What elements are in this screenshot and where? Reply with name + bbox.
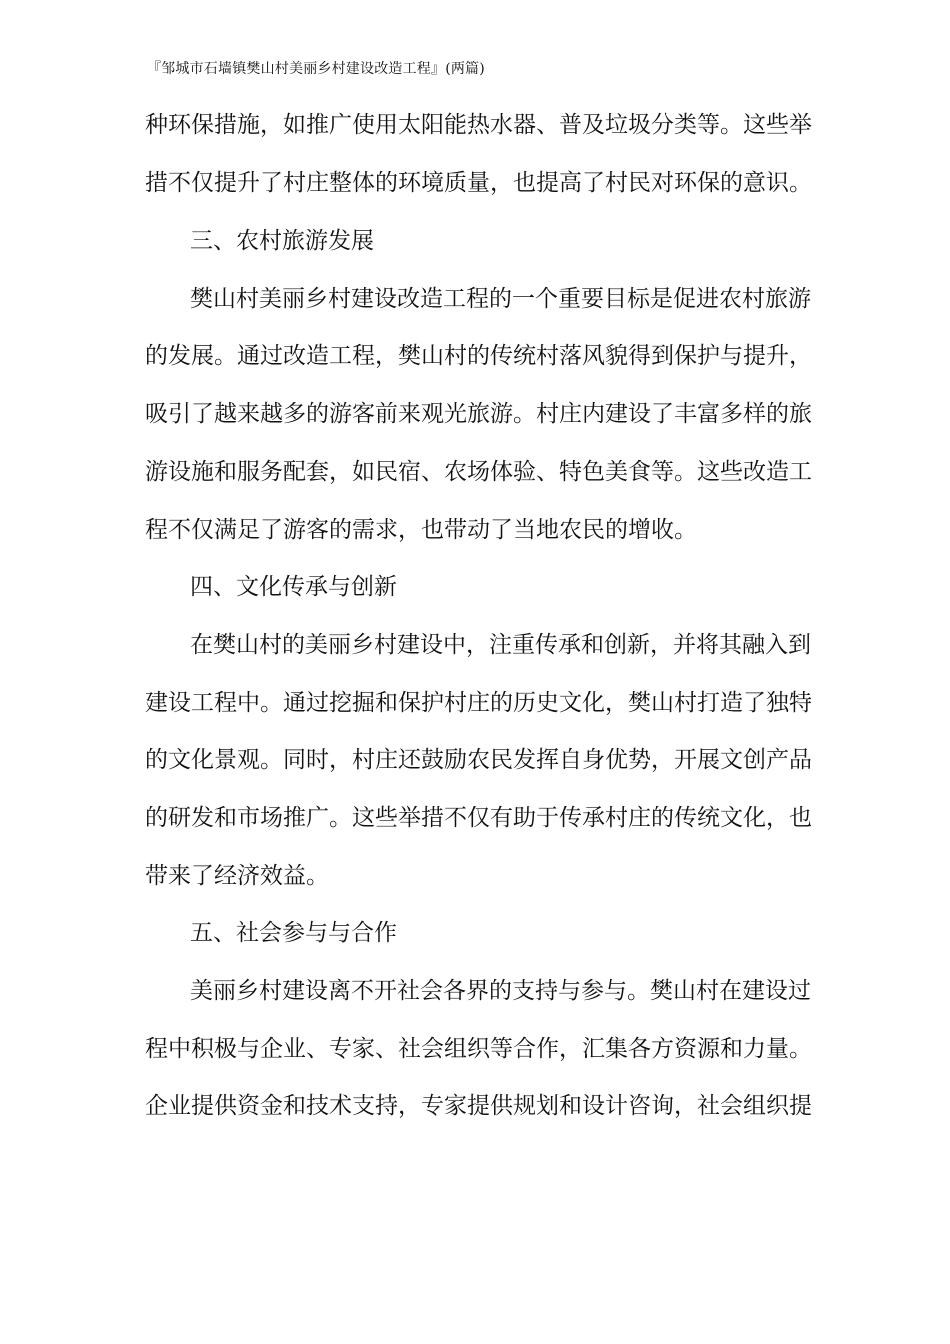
body-line: 程中积极与企业、专家、社会组织等合作，汇集各方资源和力量。: [145, 1036, 812, 1062]
body-line: 建设工程中。通过挖掘和保护村庄的历史文化，樊山村打造了独特: [145, 690, 812, 716]
section-heading: 三、农村旅游发展: [190, 228, 374, 254]
body-line: 的文化景观。同时，村庄还鼓励农民发挥自身优势，开展文创产品: [145, 747, 812, 773]
body-line: 的研发和市场推广。这些举措不仅有助于传承村庄的传统文化，也: [145, 805, 812, 831]
body-line: 带来了经济效益。: [145, 863, 329, 889]
body-line: 游设施和服务配套，如民宿、农场体验、特色美食等。这些改造工: [145, 459, 812, 485]
section-heading: 五、社会参与与合作: [190, 920, 397, 946]
body-line: 樊山村美丽乡村建设改造工程的一个重要目标是促进农村旅游: [190, 286, 811, 312]
body-line: 的发展。通过改造工程，樊山村的传统村落风貌得到保护与提升，: [145, 343, 812, 369]
body-line: 在樊山村的美丽乡村建设中，注重传承和创新，并将其融入到: [190, 632, 811, 658]
body-line: 种环保措施，如推广使用太阳能热水器、普及垃圾分类等。这些举: [145, 112, 812, 138]
body-line: 措不仅提升了村庄整体的环境质量，也提高了村民对环保的意识。: [145, 170, 812, 196]
body-line: 吸引了越来越多的游客前来观光旅游。村庄内建设了丰富多样的旅: [145, 401, 812, 427]
page-header: 『邹城市石墙镇樊山村美丽乡村建设改造工程』(两篇): [147, 61, 485, 77]
section-heading: 四、文化传承与创新: [190, 574, 397, 600]
body-line: 企业提供资金和技术支持，专家提供规划和设计咨询，社会组织提: [145, 1093, 812, 1119]
body-line: 程不仅满足了游客的需求，也带动了当地农民的增收。: [145, 517, 697, 543]
body-line: 美丽乡村建设离不开社会各界的支持与参与。樊山村在建设过: [190, 978, 811, 1004]
